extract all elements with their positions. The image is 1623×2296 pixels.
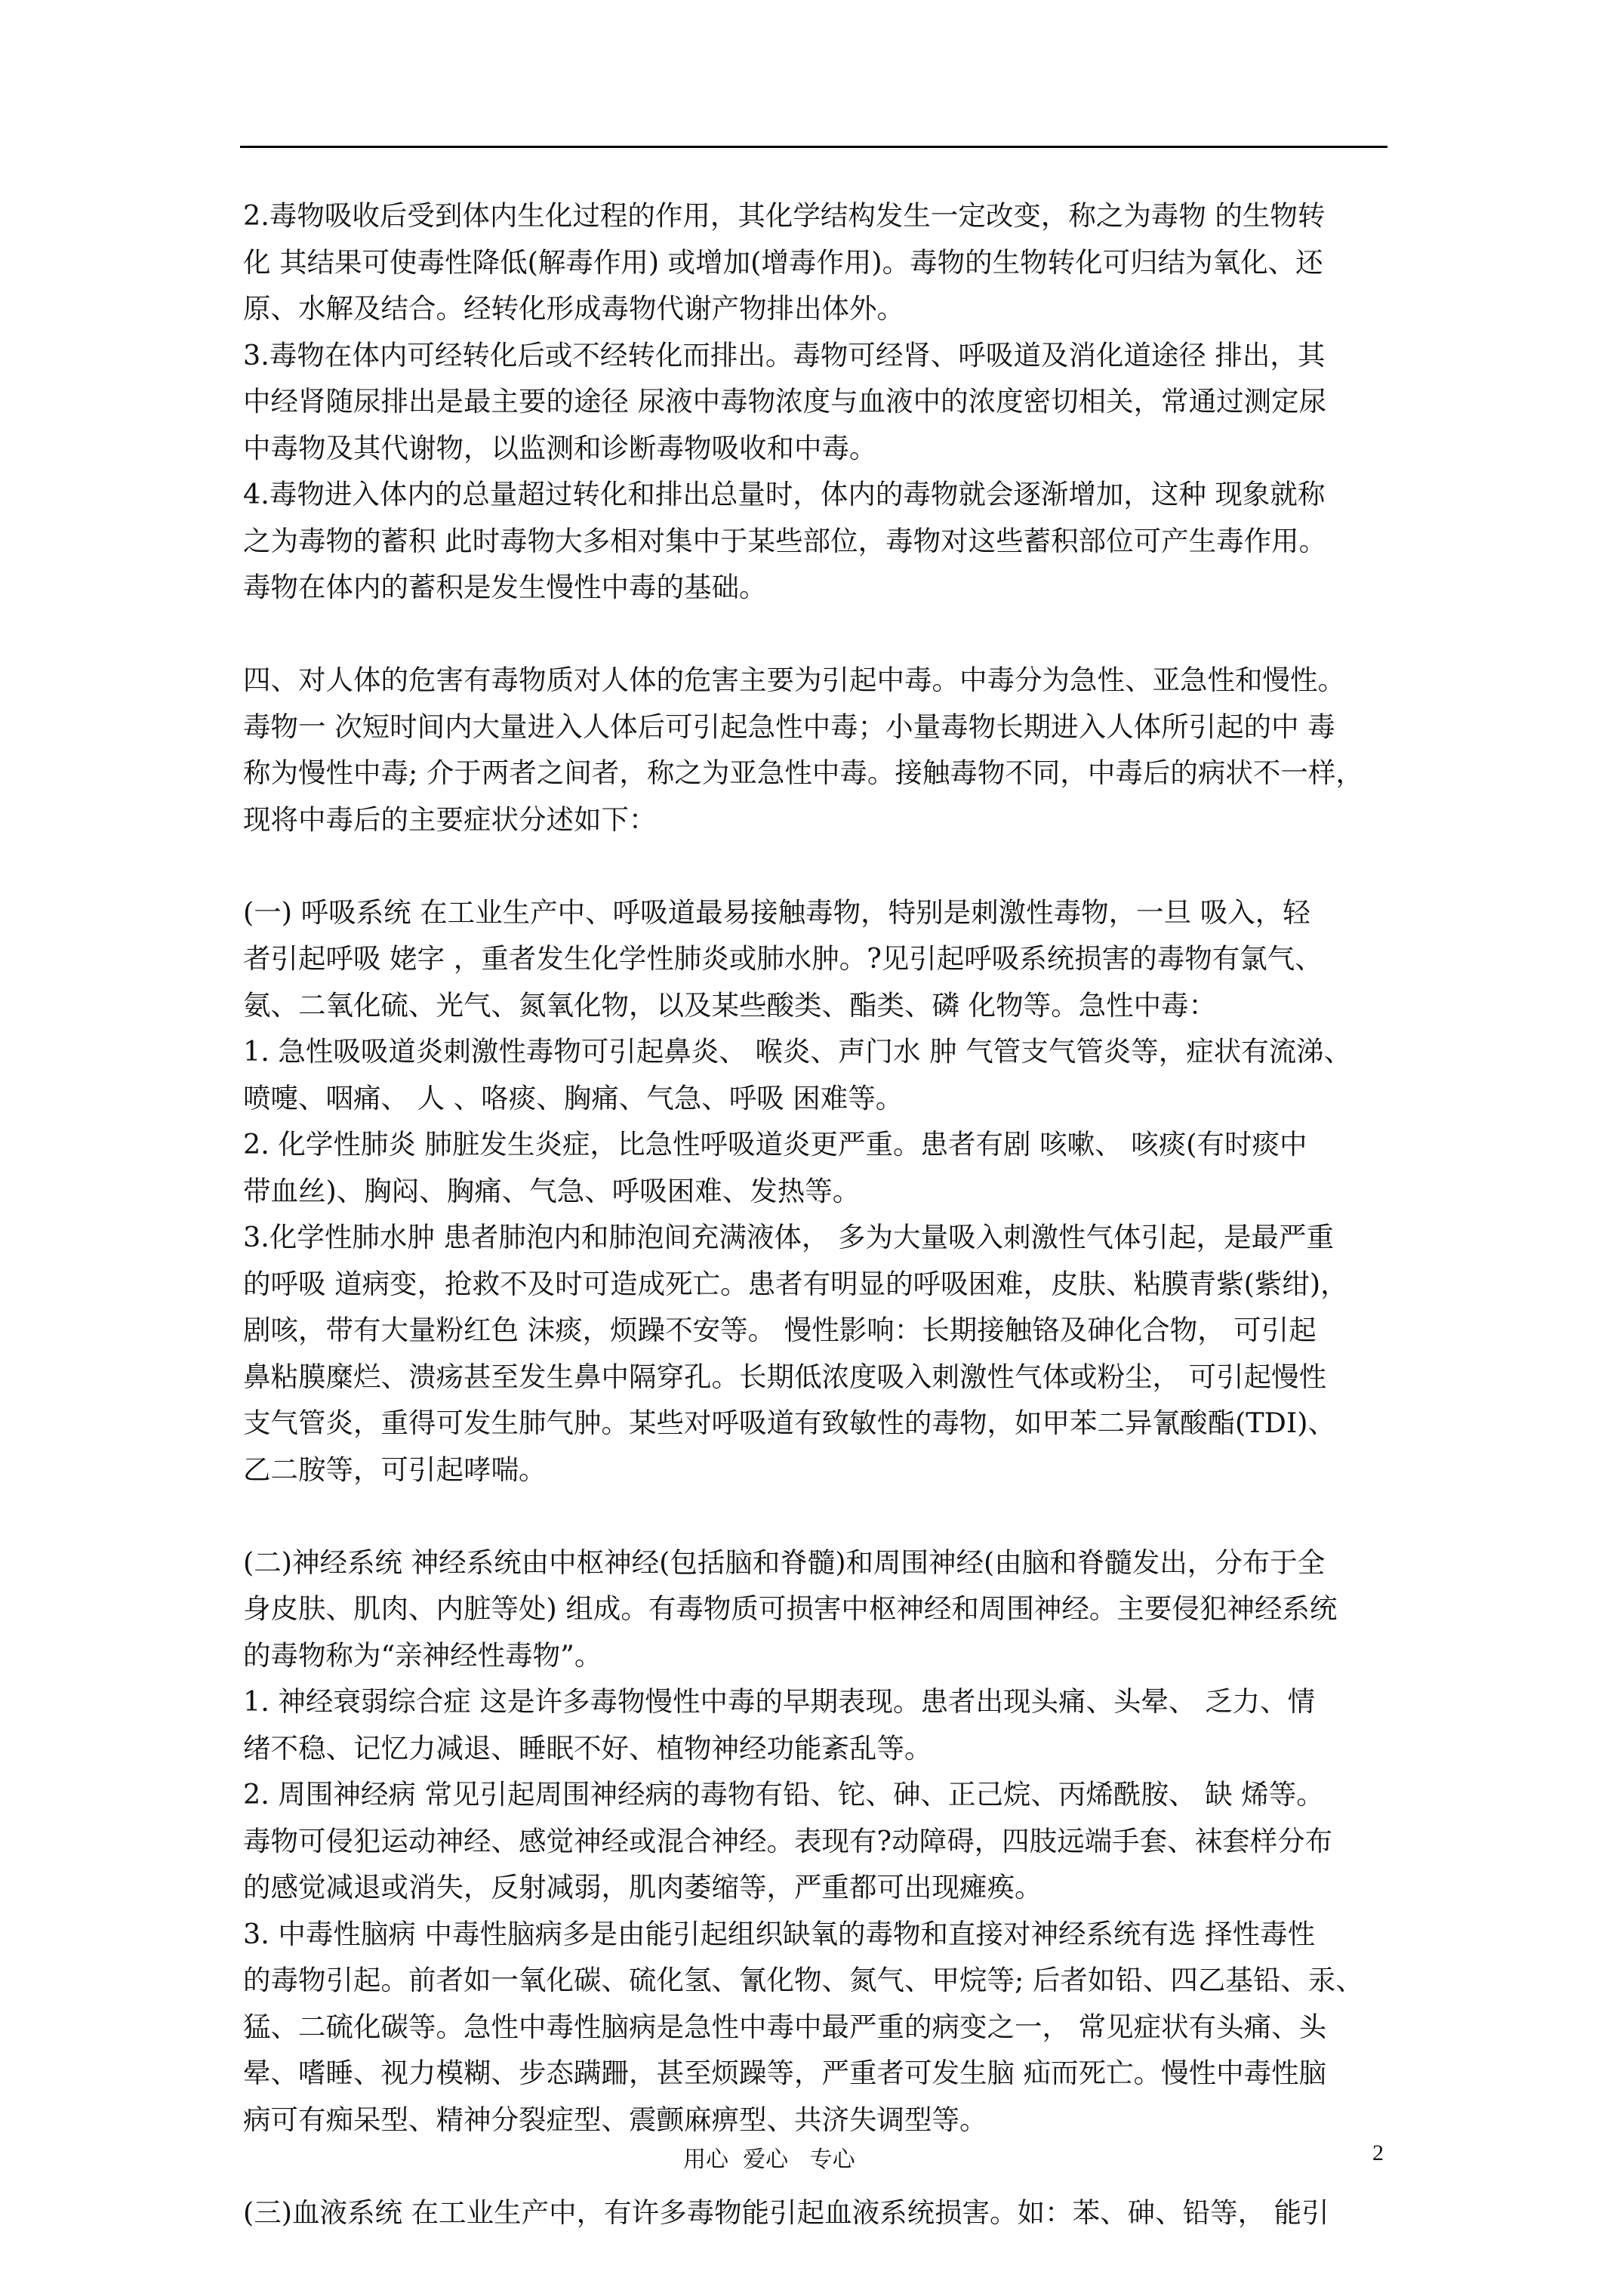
text-line: (三)血液系统 在工业生产中，有许多毒物能引起血液系统损害。如：苯、砷、铅等， 能引: [243, 2196, 1329, 2229]
text-line: 毒物一 次短时间内大量进入人体后可引起急性中毒；小量毒物长期进入人体所引起的中 毒: [243, 710, 1335, 743]
text-line: 3.毒物在体内可经转化后或不经转化而排出。毒物可经肾、呼吸道及消化道途径 排出，其: [243, 338, 1326, 371]
text-line: 化 其结果可使毒性降低(解毒作用) 或增加(增毒作用)。毒物的生物转化可归结为氧化、还: [243, 245, 1323, 279]
text-line: 喷嚏、咽痛、 人 、咯痰、胸痛、气急、呼吸 困难等。: [243, 1081, 904, 1114]
text-line: 晕、嗜睡、视力模糊、步态蹒跚，甚至烦躁等，严重者可发生脑 疝而死亡。慢性中毒性脑: [243, 2057, 1327, 2089]
text-line: 4.毒物进入体内的总量超过转化和排出总量时，体内的毒物就会逐渐增加，这种 现象就称: [243, 478, 1326, 510]
text-line: 绪不稳、记忆力减退、睡眠不好、植物神经功能紊乱等。: [243, 1731, 932, 1764]
text-line: 病可有痴呆型、精神分裂症型、震颤麻痹型、共济失调型等。: [243, 2103, 987, 2136]
text-line: 称为慢性中毒; 介于两者之间者，称之为亚急性中毒。接触毒物不同，中毒后的病状不一样，: [243, 757, 1363, 789]
text-line: 者引起呼吸 姥字 ，重者发生化学性肺炎或肺水肿。?见引起呼吸系统损害的毒物有氯气、: [243, 942, 1323, 975]
text-line: 剧咳，带有大量粉红色 沫痰，烦躁不安等。 慢性影响：长期接触铬及砷化合物， 可引起: [243, 1314, 1317, 1346]
text-line: 的呼吸 道病变，抢救不及时可造成死亡。患者有明显的呼吸困难，皮肤、粘膜青紫(紫绀)，: [243, 1267, 1348, 1300]
text-line: 的毒物引起。前者如一氧化碳、硫化氢、氰化物、氮气、甲烷等; 后者如铅、四乙基铅、汞、: [243, 1964, 1363, 1996]
text-line: 2.毒物吸收后受到体内生化过程的作用，其化学结构发生一定改变，称之为毒物 的生物转: [243, 199, 1326, 232]
text-line: (一) 呼吸系统 在工业生产中、呼吸道最易接触毒物，特别是刺激性毒物，一旦 吸入，轻: [243, 895, 1310, 929]
text-line: 支气管炎，重得可发生肺气肿。某些对呼吸道有致敏性的毒物，如甲苯二异氰酸酯(TDI)、: [243, 1407, 1336, 1439]
text-line: 身皮肤、肌肉、内脏等处) 组成。有毒物质可损害中枢神经和周围神经。主要侵犯神经系统: [243, 1592, 1338, 1625]
paragraph-gap: [243, 611, 1390, 658]
paragraph-gap: [243, 843, 1390, 889]
text-line: 中经肾随尿排出是最主要的途径 尿液中毒物浓度与血液中的浓度密切相关，常通过测定尿: [243, 385, 1327, 418]
body-text: [243, 193, 1390, 2236]
text-line: 2. 周围神经病 常见引起周围神经病的毒物有铅、铊、砷、正己烷、丙烯酰胺、 缺 烯等。: [243, 1778, 1324, 1811]
text-line: 1. 急性吸吸道炎刺激性毒物可引起鼻炎、 喉炎、声门水 肿 气管支气管炎等，症状有流涕、: [243, 1035, 1352, 1068]
text-line: 乙二胺等，可引起哮喘。: [243, 1453, 547, 1486]
text-line: 鼻粘膜糜烂、溃疡甚至发生鼻中隔穿孔。长期低浓度吸入刺激性气体或粉尘， 可引起慢性: [243, 1360, 1327, 1393]
text-line: 现将中毒后的主要症状分述如下：: [243, 803, 657, 836]
text-line: 2. 化学性肺炎 肺脏发生炎症，比急性呼吸道炎更严重。患者有剧 咳嗽、 咳痰(有时痰中: [243, 1128, 1307, 1160]
text-line: 猛、二硫化碳等。急性中毒性脑病是急性中毒中最严重的病变之一， 常见症状有头痛、头: [243, 2010, 1327, 2043]
text-line: 的毒物称为“亲神经性毒物”。: [243, 1638, 602, 1672]
text-line: 毒物可侵犯运动神经、感觉神经或混合神经。表现有?动障碍，四肢远端手套、袜套样分布: [243, 1824, 1333, 1857]
text-line: 原、水解及结合。经转化形成毒物代谢产物排出体外。: [243, 292, 904, 325]
header-rule: [240, 146, 1387, 148]
text-line: 之为毒物的蓄积 此时毒物大多相对集中于某些部位，毒物对这些蓄积部位可产生毒作用。: [243, 524, 1327, 557]
text-line: 3.化学性肺水肿 患者肺泡内和肺泡间充满液体， 多为大量吸入刺激性气体引起，是最严重: [243, 1221, 1335, 1253]
text-line: 四、对人体的危害有毒物质对人体的危害主要为引起中毒。中毒分为急性、亚急性和慢性。: [243, 664, 1345, 696]
footer-motto: 用心 爱心 专心: [683, 2147, 855, 2173]
page-number: 2: [1372, 2140, 1384, 2165]
text-line: 氨、二氧化硫、光气、氮氧化物，以及某些酸类、酯类、磷 化物等。急性中毒：: [243, 988, 1217, 1022]
text-line: (二)神经系统 神经系统由中枢神经(包括脑和脊髓)和周围神经(由脑和脊髓发出，分布于全: [243, 1546, 1326, 1579]
text-line: 1. 神经衰弱综合症 这是许多毒物慢性中毒的早期表现。患者出现头痛、头晕、 乏力、情: [243, 1685, 1316, 1718]
text-line: 带血丝)、胸闷、胸痛、气急、呼吸困难、发热等。: [243, 1174, 861, 1207]
paragraph-gap: [243, 1493, 1390, 1539]
text-line: 毒物在体内的蓄积是发生慢性中毒的基础。: [243, 571, 767, 603]
text-line: 3. 中毒性脑病 中毒性脑病多是由能引起组织缺氧的毒物和直接对神经系统有选 择性毒性: [243, 1917, 1316, 1950]
text-line: 的感觉减退或消失，反射减弱，肌肉萎缩等，严重都可出现瘫痪。: [243, 1871, 1042, 1903]
text-line: 中毒物及其代谢物，以监测和诊断毒物吸收和中毒。: [243, 431, 877, 464]
